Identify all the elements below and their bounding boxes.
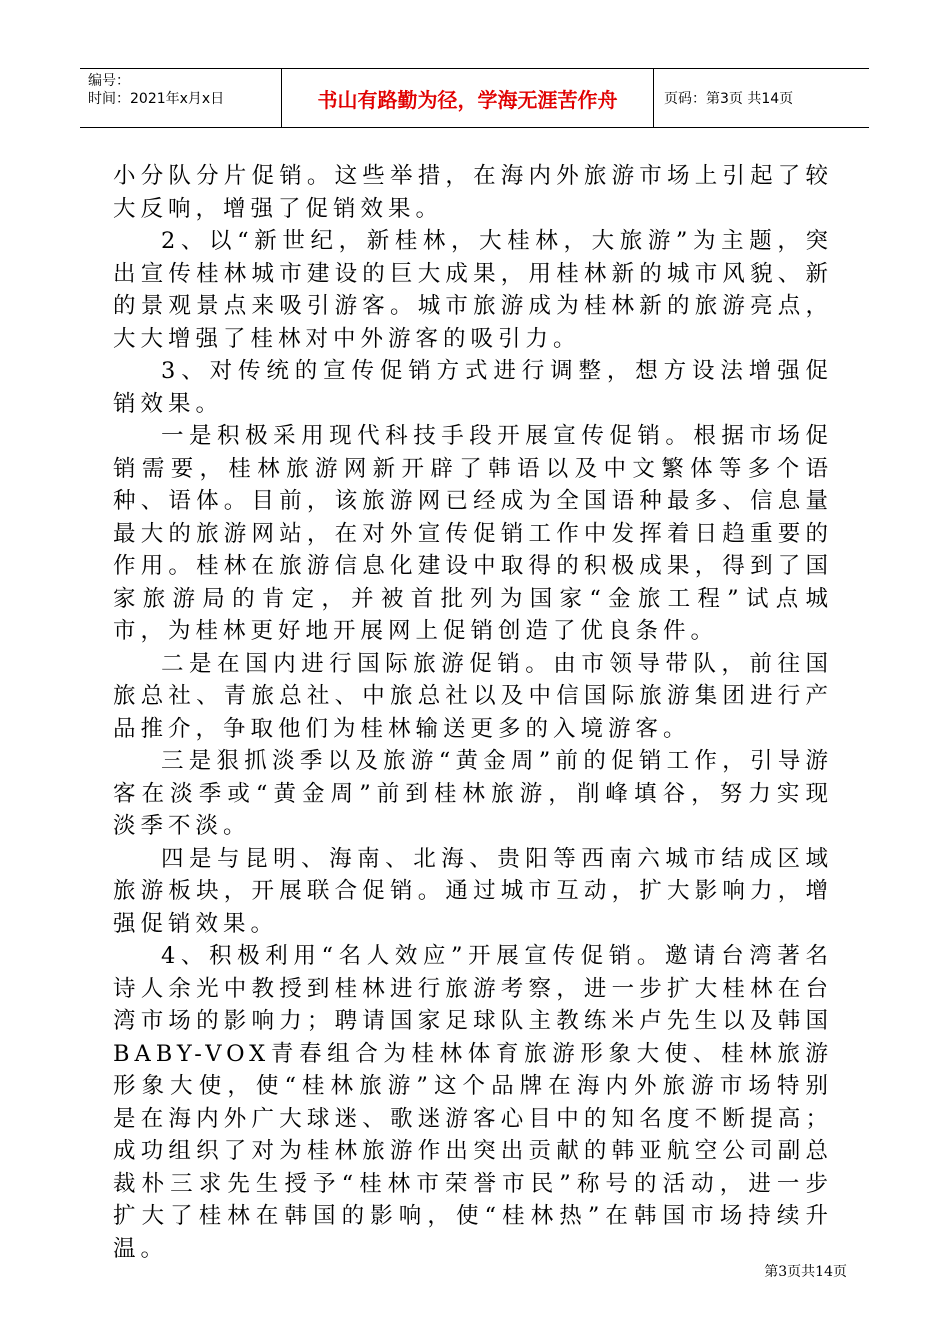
header-page-cell <box>654 69 869 127</box>
page-header <box>80 68 869 128</box>
header-meta <box>80 69 282 127</box>
paragraph: 四是与昆明、海南、北海、贵阳等西南六城市结成区域旅游板块，开展联合促销。通过城市互动，扩大影响力，增强促销效果。 <box>113 845 833 937</box>
document-body <box>113 160 833 1265</box>
header-page-info: 页码：第3页 共14页 <box>664 91 794 107</box>
header-motto-cell <box>282 69 654 127</box>
paragraph: 三是狠抓淡季以及旅游“黄金周”前的促销工作，引导游客在淡季或“黄金周”前到桂林旅游，削峰填谷，努力实现淡季不淡。 <box>113 748 833 839</box>
paragraph: 2、以“新世纪，新桂林，大桂林，大旅游”为主题，突出宣传桂林城市建设的巨大成果，用桂林新的城市风貌、新的景观景点来吸引游客。城市旅游成为桂林新的旅游亮点，大大增强了桂林对中外游客的吸引力。 <box>113 228 833 352</box>
code-label: 编号： <box>88 73 130 89</box>
page-footer: 第3页共14页 <box>764 1264 847 1280</box>
paragraph: 二是在国内进行国际旅游促销。由市领导带队，前往国旅总社、青旅总社、中旅总社以及中信国际旅游集团进行产品推介，争取他们为桂林输送更多的入境游客。 <box>113 650 833 742</box>
paragraph: 一是积极采用现代科技手段开展宣传促销。根据市场促销需要，桂林旅游网新开辟了韩语以及中文繁体等多个语种、语体。目前，该旅游网已经成为全国语种最多、信息量最大的旅游网站，在对外宣传促销工作中发挥着日趋重要的作用。桂林在旅游信息化建设中取得的积极成果，得到了国家旅游局的肯定，并被首批列为国家“金旅工程”试点城市，为桂林更好地开展网上促销创造了优良条件。 <box>113 423 833 644</box>
paragraph: 3、对传统的宣传促销方式进行调整，想方设法增强促销效果。 <box>113 358 833 417</box>
header-motto: 书山有路勤为径，学海无涯苦作舟 <box>317 87 618 112</box>
time-label: 时间：2021年x月x日 <box>88 91 225 107</box>
paragraph: 4、积极利用“名人效应”开展宣传促销。邀请台湾著名诗人余光中教授到桂林进行旅游考察，进一步扩大桂林在台湾市场的影响力；聘请国家足球队主教练米卢先生以及韩国BABY-VOX青春组合为桂林体育旅游形象大使、桂林旅游形象大使，使“桂林旅游”这个品牌在海内外旅游市场特别是在海内外广大球迷、歌迷游客心目中的知名度不断提高；成功组织了对为桂林旅游作出突出贡献的韩亚航空公司副总裁朴三求先生授予“桂林市荣誉市民”称号的活动，进一步扩大了桂林在韩国的影响，使“桂林热”在韩国市场持续升温。 <box>113 943 833 1262</box>
paragraph: 小分队分片促销。这些举措，在海内外旅游市场上引起了较大反响，增强了促销效果。 <box>113 163 833 222</box>
